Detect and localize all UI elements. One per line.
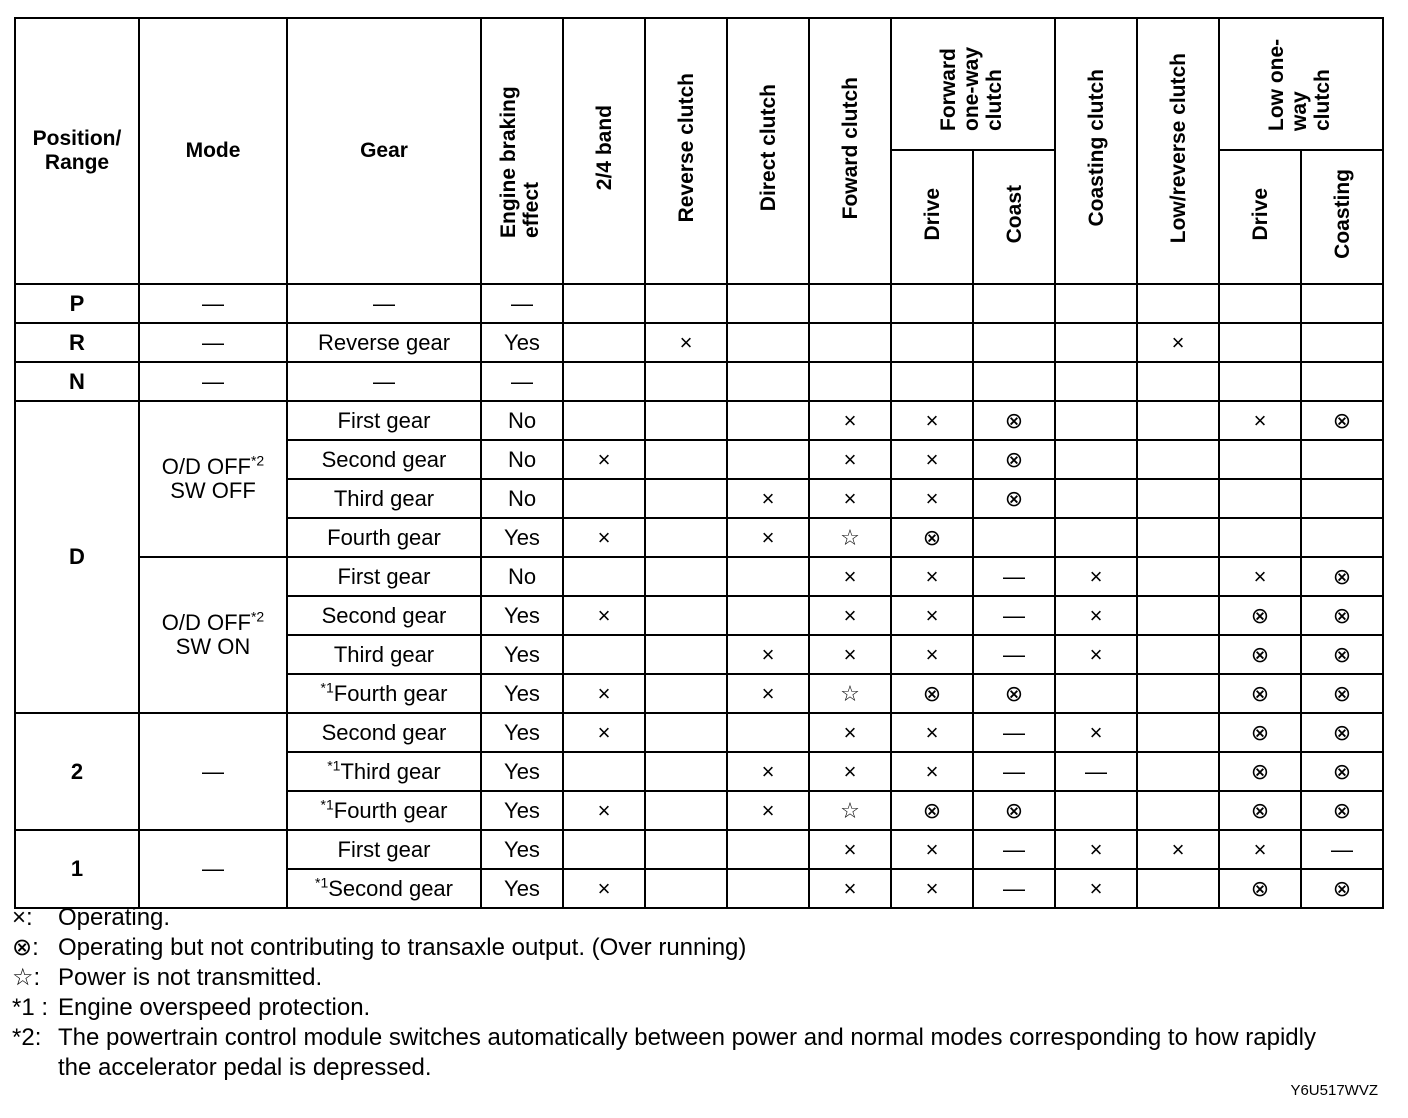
table-cell: × bbox=[891, 401, 973, 440]
table-cell bbox=[1055, 362, 1137, 401]
table-cell: × bbox=[891, 869, 973, 908]
table-cell bbox=[563, 284, 645, 323]
table-cell: — bbox=[973, 752, 1055, 791]
table-cell bbox=[563, 323, 645, 362]
engine-braking-cell: No bbox=[481, 401, 563, 440]
table-cell bbox=[1137, 635, 1219, 674]
table-cell bbox=[1055, 791, 1137, 830]
table-cell: × bbox=[1055, 596, 1137, 635]
table-cell bbox=[645, 362, 727, 401]
engine-braking-cell: — bbox=[481, 362, 563, 401]
table-cell: — bbox=[973, 713, 1055, 752]
gear-cell: Third gear bbox=[287, 635, 481, 674]
legend-note-2: *2: The powertrain control module switches automatically between power and normal modes corresponding to how rapidly the accelerator pedal is depressed. bbox=[12, 1024, 1316, 1081]
table-cell bbox=[973, 323, 1055, 362]
table-cell: ⊗ bbox=[1219, 869, 1301, 908]
table-cell: × bbox=[809, 440, 891, 479]
table-cell: × bbox=[809, 479, 891, 518]
table-cell: ⊗ bbox=[1219, 713, 1301, 752]
engine-braking-cell: Yes bbox=[481, 791, 563, 830]
table-cell: × bbox=[1055, 635, 1137, 674]
table-row bbox=[15, 401, 1383, 440]
table-cell: — bbox=[973, 830, 1055, 869]
table-row bbox=[15, 323, 1383, 362]
table-cell bbox=[727, 323, 809, 362]
table-cell bbox=[1219, 518, 1301, 557]
table-cell bbox=[1137, 401, 1219, 440]
gear-cell: First gear bbox=[287, 557, 481, 596]
table-cell bbox=[645, 557, 727, 596]
gear-cell: Reverse gear bbox=[287, 323, 481, 362]
table-cell: × bbox=[1055, 869, 1137, 908]
header-gear: Gear bbox=[287, 18, 481, 284]
table-cell bbox=[809, 323, 891, 362]
legend-power-not-transmitted: ☆: Power is not transmitted. bbox=[12, 964, 323, 991]
table-cell bbox=[645, 479, 727, 518]
table-cell: × bbox=[727, 518, 809, 557]
table-row bbox=[15, 557, 1383, 596]
table-row bbox=[15, 284, 1383, 323]
table-cell: × bbox=[563, 596, 645, 635]
table-row bbox=[15, 362, 1383, 401]
table-cell: × bbox=[1219, 557, 1301, 596]
table-cell bbox=[973, 518, 1055, 557]
table-cell: ⊗ bbox=[1219, 635, 1301, 674]
table-cell: ⊗ bbox=[973, 791, 1055, 830]
table-cell bbox=[1137, 752, 1219, 791]
mode-cell: O/D OFF$^{*2}$ SW OFF bbox=[139, 401, 287, 557]
table-cell: ⊗ bbox=[1301, 557, 1383, 596]
table-cell: × bbox=[809, 635, 891, 674]
header-direct-clutch: Direct clutch bbox=[727, 18, 809, 284]
table-cell: ☆ bbox=[809, 518, 891, 557]
engine-braking-cell: No bbox=[481, 557, 563, 596]
table-cell: ⊗ bbox=[973, 674, 1055, 713]
table-cell: × bbox=[1219, 401, 1301, 440]
table-cell: × bbox=[563, 791, 645, 830]
table-cell: × bbox=[891, 557, 973, 596]
operation-table bbox=[14, 17, 1384, 909]
table-cell bbox=[1219, 284, 1301, 323]
header-forward-oneway-clutch: Forward one-way clutch bbox=[891, 18, 1055, 150]
header-low-oneway-clutch: Low one-way clutch bbox=[1219, 18, 1383, 150]
table-cell bbox=[727, 557, 809, 596]
table-cell: ⊗ bbox=[1301, 869, 1383, 908]
table-cell bbox=[727, 284, 809, 323]
table-cell bbox=[1137, 557, 1219, 596]
table-cell: × bbox=[727, 674, 809, 713]
table-cell bbox=[891, 323, 973, 362]
table-cell bbox=[1055, 518, 1137, 557]
table-cell: × bbox=[809, 752, 891, 791]
table-cell: × bbox=[727, 635, 809, 674]
gear-cell: — bbox=[287, 362, 481, 401]
engine-braking-cell: Yes bbox=[481, 713, 563, 752]
table-cell: ⊗ bbox=[1301, 713, 1383, 752]
table-cell: ⊗ bbox=[1219, 596, 1301, 635]
table-cell: ⊗ bbox=[1301, 752, 1383, 791]
table-cell bbox=[1055, 323, 1137, 362]
engine-braking-cell: Yes bbox=[481, 323, 563, 362]
table-cell: ☆ bbox=[809, 674, 891, 713]
table-cell bbox=[645, 830, 727, 869]
table-cell bbox=[563, 362, 645, 401]
table-cell: × bbox=[809, 830, 891, 869]
table-cell: × bbox=[891, 713, 973, 752]
table-cell bbox=[891, 362, 973, 401]
gear-cell: Fourth gear bbox=[287, 518, 481, 557]
table-cell: ⊗ bbox=[1219, 674, 1301, 713]
table-cell bbox=[891, 284, 973, 323]
table-cell bbox=[727, 596, 809, 635]
legend-note-1: *1 : Engine overspeed protection. bbox=[12, 994, 371, 1021]
table-cell: × bbox=[891, 440, 973, 479]
table-cell bbox=[563, 830, 645, 869]
table-cell: × bbox=[563, 869, 645, 908]
table-cell bbox=[1137, 674, 1219, 713]
table-cell: × bbox=[563, 440, 645, 479]
table-cell: × bbox=[1219, 830, 1301, 869]
engine-braking-cell: Yes bbox=[481, 518, 563, 557]
header-fow-drive: Drive bbox=[891, 150, 973, 284]
gear-cell: $^{*1}$Fourth gear bbox=[287, 791, 481, 830]
engine-braking-cell: Yes bbox=[481, 674, 563, 713]
table-cell bbox=[1219, 479, 1301, 518]
table-cell bbox=[645, 440, 727, 479]
table-cell: — bbox=[973, 557, 1055, 596]
table-cell: × bbox=[891, 830, 973, 869]
table-cell: ⊗ bbox=[973, 479, 1055, 518]
table-cell bbox=[645, 596, 727, 635]
table-cell: × bbox=[809, 596, 891, 635]
table-cell: ⊗ bbox=[973, 401, 1055, 440]
table-cell: ⊗ bbox=[1301, 674, 1383, 713]
table-cell: — bbox=[973, 635, 1055, 674]
table-cell bbox=[1137, 791, 1219, 830]
table-cell bbox=[1055, 284, 1137, 323]
engine-braking-cell: Yes bbox=[481, 635, 563, 674]
gear-cell: $^{*1}$Second gear bbox=[287, 869, 481, 908]
header-coasting-clutch: Coasting clutch bbox=[1055, 18, 1137, 284]
position-cell: 2 bbox=[15, 713, 139, 830]
table-cell bbox=[645, 401, 727, 440]
gear-cell: First gear bbox=[287, 830, 481, 869]
gear-cell: Second gear bbox=[287, 713, 481, 752]
table-cell: × bbox=[1137, 830, 1219, 869]
table-cell bbox=[645, 674, 727, 713]
table-cell bbox=[1219, 440, 1301, 479]
header-engine-braking: Engine braking effect bbox=[481, 18, 563, 284]
table-cell bbox=[1055, 479, 1137, 518]
table-cell: ⊗ bbox=[1301, 596, 1383, 635]
table-cell bbox=[1055, 440, 1137, 479]
mode-cell: — bbox=[139, 323, 287, 362]
legend-operating: ×: Operating. bbox=[12, 904, 171, 931]
table-cell bbox=[563, 401, 645, 440]
low-reverse-clutch-cell: × bbox=[1137, 323, 1219, 362]
engine-braking-cell: — bbox=[481, 284, 563, 323]
table-cell: × bbox=[563, 518, 645, 557]
table-cell bbox=[645, 791, 727, 830]
table-cell bbox=[973, 284, 1055, 323]
table-cell bbox=[727, 440, 809, 479]
gear-cell: Third gear bbox=[287, 479, 481, 518]
table-cell bbox=[727, 401, 809, 440]
table-cell: — bbox=[973, 596, 1055, 635]
gear-cell: $^{*1}$Fourth gear bbox=[287, 674, 481, 713]
table-cell: × bbox=[1055, 557, 1137, 596]
table-cell bbox=[1301, 518, 1383, 557]
table-cell: × bbox=[891, 635, 973, 674]
mode-cell: — bbox=[139, 713, 287, 830]
gear-cell: Second gear bbox=[287, 440, 481, 479]
mode-cell: O/D OFF$^{*2}$ SW ON bbox=[139, 557, 287, 713]
table-cell: × bbox=[563, 713, 645, 752]
table-cell: ☆ bbox=[809, 791, 891, 830]
table-cell: ⊗ bbox=[1301, 635, 1383, 674]
table-cell bbox=[1301, 323, 1383, 362]
header-low-coasting: Coasting bbox=[1301, 150, 1383, 284]
table-cell bbox=[727, 713, 809, 752]
table-cell: ⊗ bbox=[1301, 401, 1383, 440]
table-cell: × bbox=[809, 869, 891, 908]
reverse-clutch-cell: × bbox=[645, 323, 727, 362]
gear-cell: Second gear bbox=[287, 596, 481, 635]
table-cell bbox=[563, 557, 645, 596]
gear-cell: — bbox=[287, 284, 481, 323]
table-cell bbox=[1219, 323, 1301, 362]
table-cell bbox=[1301, 479, 1383, 518]
mode-cell: — bbox=[139, 284, 287, 323]
table-cell bbox=[1137, 479, 1219, 518]
table-cell: × bbox=[809, 557, 891, 596]
table-cell bbox=[1137, 362, 1219, 401]
table-cell: — bbox=[1301, 830, 1383, 869]
table-cell: × bbox=[809, 401, 891, 440]
header-low-drive: Drive bbox=[1219, 150, 1301, 284]
position-cell: D bbox=[15, 401, 139, 713]
header-mode: Mode bbox=[139, 18, 287, 284]
table-cell bbox=[645, 713, 727, 752]
table-cell bbox=[809, 362, 891, 401]
table-cell bbox=[563, 752, 645, 791]
table-cell: ⊗ bbox=[1219, 791, 1301, 830]
table-cell: ⊗ bbox=[973, 440, 1055, 479]
engine-braking-cell: Yes bbox=[481, 869, 563, 908]
engine-braking-cell: Yes bbox=[481, 596, 563, 635]
table-cell bbox=[563, 635, 645, 674]
table-row bbox=[15, 830, 1383, 869]
header-position-range: Position/ Range bbox=[15, 18, 139, 284]
table-cell: × bbox=[891, 596, 973, 635]
position-cell: N bbox=[15, 362, 139, 401]
table-cell bbox=[727, 869, 809, 908]
gear-cell: First gear bbox=[287, 401, 481, 440]
table-cell: ⊗ bbox=[891, 674, 973, 713]
engine-braking-cell: Yes bbox=[481, 752, 563, 791]
table-cell: × bbox=[727, 752, 809, 791]
header-fow-coast: Coast bbox=[973, 150, 1055, 284]
table-cell: ⊗ bbox=[1301, 791, 1383, 830]
table-cell bbox=[1301, 362, 1383, 401]
table-cell bbox=[645, 518, 727, 557]
table-cell bbox=[1301, 440, 1383, 479]
table-cell: × bbox=[891, 479, 973, 518]
table-cell bbox=[645, 752, 727, 791]
table-cell: × bbox=[727, 479, 809, 518]
table-cell: × bbox=[727, 791, 809, 830]
table-cell bbox=[1055, 401, 1137, 440]
table-cell bbox=[1137, 440, 1219, 479]
table-cell bbox=[1137, 518, 1219, 557]
position-cell: 1 bbox=[15, 830, 139, 908]
engine-braking-cell: No bbox=[481, 440, 563, 479]
mode-cell: — bbox=[139, 362, 287, 401]
table-cell bbox=[809, 284, 891, 323]
table-cell bbox=[1219, 362, 1301, 401]
table-row bbox=[15, 713, 1383, 752]
table-cell bbox=[727, 830, 809, 869]
table-cell bbox=[1137, 284, 1219, 323]
table-cell bbox=[727, 362, 809, 401]
table-cell bbox=[645, 284, 727, 323]
table-cell bbox=[563, 479, 645, 518]
table-cell bbox=[1055, 674, 1137, 713]
engine-braking-cell: Yes bbox=[481, 830, 563, 869]
header-low-reverse-clutch: Low/reverse clutch bbox=[1137, 18, 1219, 284]
header-24-band: 2/4 band bbox=[563, 18, 645, 284]
table-cell bbox=[645, 869, 727, 908]
table-cell bbox=[973, 362, 1055, 401]
table-cell: × bbox=[563, 674, 645, 713]
table-cell: ⊗ bbox=[891, 791, 973, 830]
table-cell: ⊗ bbox=[1219, 752, 1301, 791]
table-cell: × bbox=[1055, 713, 1137, 752]
table-cell bbox=[1301, 284, 1383, 323]
header-forward-clutch: Foward clutch bbox=[809, 18, 891, 284]
legend-overrunning: ⊗: Operating but not contributing to transaxle output. (Over running) bbox=[12, 934, 747, 961]
position-cell: P bbox=[15, 284, 139, 323]
table-cell: × bbox=[809, 713, 891, 752]
gear-cell: $^{*1}$Third gear bbox=[287, 752, 481, 791]
table-cell: — bbox=[973, 869, 1055, 908]
header-reverse-clutch: Reverse clutch bbox=[645, 18, 727, 284]
table-cell: ⊗ bbox=[891, 518, 973, 557]
table-cell bbox=[645, 635, 727, 674]
table-cell bbox=[1137, 596, 1219, 635]
engine-braking-cell: No bbox=[481, 479, 563, 518]
header-row-1 bbox=[15, 18, 1383, 150]
table-cell bbox=[1137, 869, 1219, 908]
table-cell: × bbox=[1055, 830, 1137, 869]
table-cell bbox=[1137, 713, 1219, 752]
figure-code: Y6U517WVZ bbox=[1290, 1082, 1378, 1099]
position-cell: R bbox=[15, 323, 139, 362]
table-cell: — bbox=[1055, 752, 1137, 791]
table-cell: × bbox=[891, 752, 973, 791]
mode-cell: — bbox=[139, 830, 287, 908]
